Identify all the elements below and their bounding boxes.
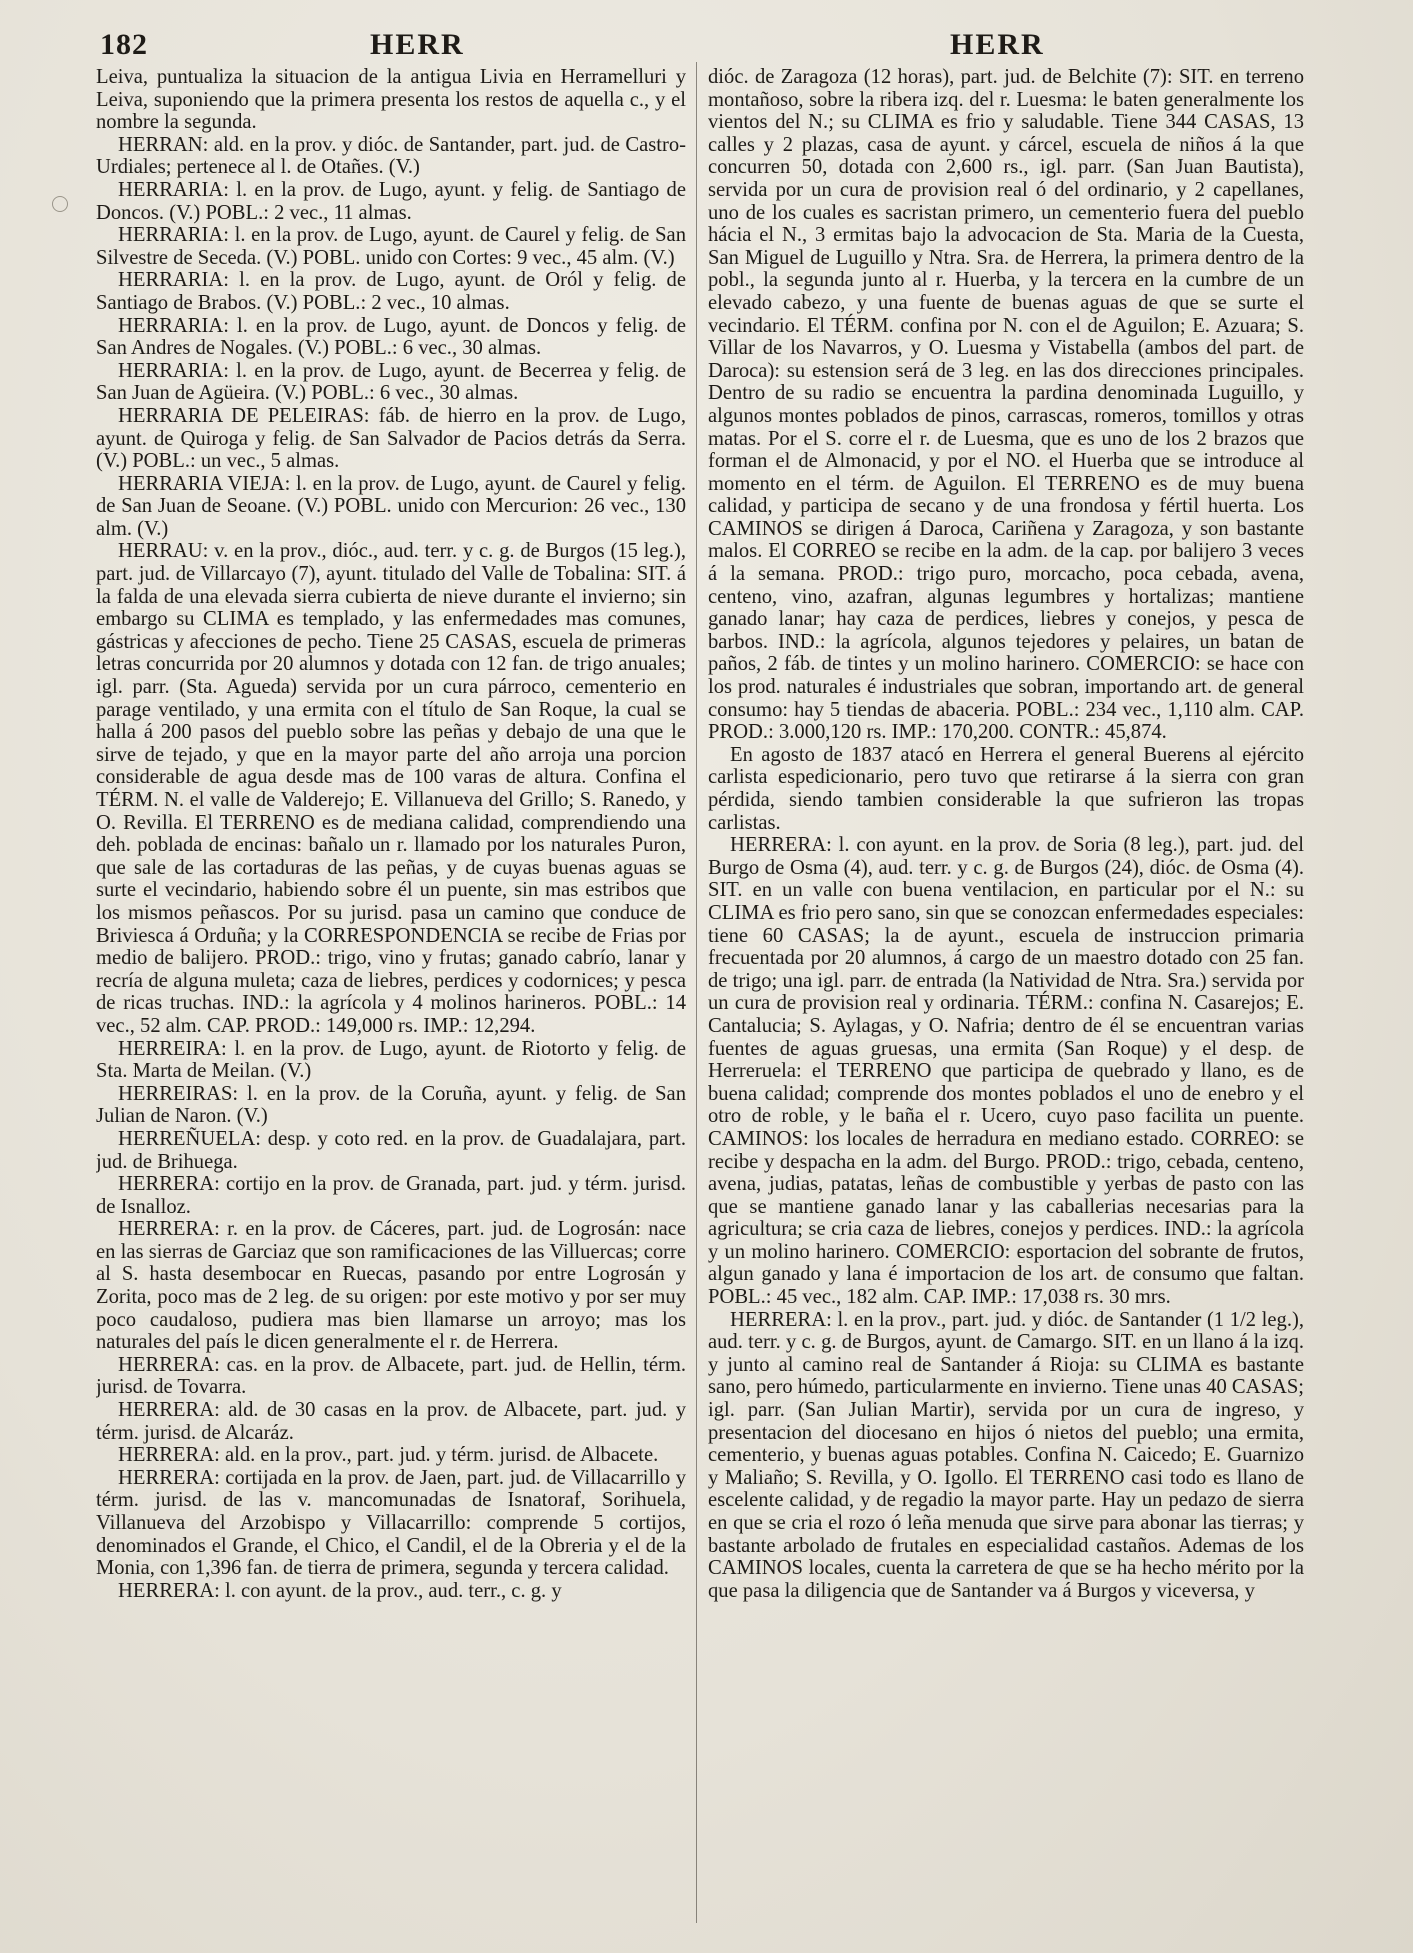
left-column [96,66,686,1927]
page-header [100,28,1353,68]
entry-paragraph: dióc. de Zaragoza (12 horas), part. jud. de Belchite (7): SIT. en terreno montañoso, sobre la ribera izq. del r. Luesma: le baten generalmente los vientos del N.; su CLIMA es frio y saludable. Tiene 344 CASAS, 13 calles y 2 plazas, casa de ayunt. y cárcel, escuela de niños á la que concurren 50, dotada con 2,600 rs., igl. parr. (San Juan Bautista), servida por un cura de provision real ó del ordinario, y 2 capellanes, uno de los cuales es sacristan primero, un cementerio fuera del pueblo hácia el N., 3 ermitas bajo la advocacion de Sta. Maria de la Cuesta, San Miguel de Luguillo y Ntra. Sra. de Herrera, la primera dentro de la pobl., la segunda junto al r. Huerba, y la tercera en la cumbre de un elevado cabezo, y una fuente de buenas aguas de que se surte el vecindario. El TÉRM. confina por N. con el de Aguilon; E. Azuara; S. Villar de los Navarros, y O. Luesma y Vistabella (ambos del part. de Daroca): su estension será de 3 leg. en las dos direcciones principales. Dentro de su radio se encuentra la pardina denominada Luguillo, y algunos montes poblados de pinos, carrascas, romeros, tomillos y otras matas. Por el S. corre el r. de Luesma, que es uno de los 2 brazos que forman el de Almonacid, y por el NO. el Huerba que se introduce al momento en el térm. de Aguilon. El TERRENO es de muy buena calidad, y participa de secano y de una frondosa y fértil huerta. Los CAMINOS se dirigen á Daroca, Cariñena y Zaragoza, y son bastante malos. El CORREO se recibe en la adm. de la cap. por balijero 3 veces á la semana. PROD.: trigo puro, morcacho, poca cebada, avena, centeno, vino, azafran, algunas legumbres y hortalizas; mantiene ganado lanar; hay caza de perdices, liebres y conejos, y pesca de barbos. IND.: la agrícola, algunos tejedores y pelaires, un batan de paños, 2 fáb. de tintes y un molino harinero. COMERCIO: se hace con los prod. naturales é industriales que sobran, importando art. de general consumo: hay 5 tiendas de abaceria. POBL.: 234 vec., 1,110 alm. CAP. PROD.: 3.000,120 rs. IMP.: 170,200. CONTR.: 45,874. [708,66,1304,744]
entry-paragraph: HERRARIA: l. en la prov. de Lugo, ayunt. y felig. de Santiago de Doncos. (V.) POBL.: 2 vec., 11 almas. [96,178,686,224]
right-column [708,66,1304,1927]
entry-paragraph: HERRARIA: l. en la prov. de Lugo, ayunt. de Doncos y felig. de San Andres de Nogales. (V.) POBL.: 6 vec., 30 almas. [96,314,686,360]
entry-paragraph: HERRARIA DE PELEIRAS: fáb. de hierro en la prov. de Lugo, ayunt. de Quiroga y felig. de San Salvador de Pacios detrás da Serra. (V.) POBL.: un vec., 5 almas. [96,404,686,473]
entry-paragraph: HERRERA: cortijada en la prov. de Jaen, part. jud. de Villacarrillo y térm. jurisd. de las v. mancomunadas de Isnatoraf, Sorihuela, Villanueva del Arzobispo y Villacarrillo: comprende 5 cortijos, denominados el Grande, el Chico, el Candil, el de la Obreria y el de la Monia, con 1,396 fan. de tierra de primera, segunda y tercera calidad. [96,1466,686,1580]
entry-paragraph: HERREÑUELA: desp. y coto red. en la prov. de Guadalajara, part. jud. de Brihuega. [96,1127,686,1173]
entry-paragraph: HERRERA: r. en la prov. de Cáceres, part. jud. de Logrosán: nace en las sierras de Garciaz que son ramificaciones de las Villuercas; corre al S. hasta desembocar en Ruecas, pasando por entre Logrosán y Zorita, poco mas de 2 leg. de su origen: por este motivo y por ser muy poco caudaloso, pudiera mas bien llamarse un arroyo; mas los naturales del país le dicen generalmente el r. de Herrera. [96,1218,686,1354]
entry-paragraph: Leiva, puntualiza la situacion de la antigua Livia en Herramelluri y Leiva, suponiendo que la primera presenta los restos de aquella c., y el nombre la segunda. [96,66,686,134]
right-running-head: HERR [950,28,1045,61]
left-running-head: HERR [370,28,465,61]
entry-paragraph: HERRERA: cortijo en la prov. de Granada, part. jud. y térm. jurisd. de Isnalloz. [96,1173,686,1218]
punch-hole [52,196,68,212]
entry-paragraph: HERRARIA: l. en la prov. de Lugo, ayunt. de Becerrea y felig. de San Juan de Agüeira. (V.) POBL.: 6 vec., 30 almas. [96,359,686,405]
entry-paragraph: HERRERA: l. con ayunt. en la prov. de Soria (8 leg.), part. jud. del Burgo de Osma (4), aud. terr. y c. g. de Burgos (24), dióc. de Osma (4). SIT. en un valle con buena ventilacion, en particular por el N.: su CLIMA es frio pero sano, sin que se conozcan enfermedades especiales: tiene 60 CASAS; la de ayunt., escuela de instruccion primaria frecuentada por 20 alumnos, á cargo de un maestro dotado con 25 fan. de trigo; una igl. parr. de entrada (la Natividad de Ntra. Sra.) servida por un cura de provision real y ordinaria. TÉRM.: confina N. Casarejos; E. Cantalucia; S. Aylagas, y O. Nafria; dentro de él se encuentran varias fuentes de aguas gruesas, una ermita (San Roque) y el desp. de Herreruela: el TERRENO que participa de quebrado y llano, es de buena calidad; comprende dos montes poblados el uno de enebro y el otro de roble, y le baña el r. Ucero, cuyo paso facilita un puente. CAMINOS: los locales de herradura en mediano estado. CORREO: se recibe y despacha en la adm. del Burgo. PROD.: trigo, cebada, centeno, avena, judias, patatas, leñas de combustible y yerbas de pasto con las que se mantiene ganado lanar y las caballerias necesarias para la agricultura; se cria caza de liebres, conejos y perdices. IND.: la agrícola y un molino harinero. COMERCIO: esportacion del sobrante de frutos, algun ganado y lana é importacion de los art. de consumo que faltan. POBL.: 45 vec., 182 alm. CAP. IMP.: 17,038 rs. 30 mrs. [708,834,1304,1309]
entry-paragraph: HERRERA: ald. en la prov., part. jud. y térm. jurisd. de Albacete. [118,1444,659,1467]
entry-paragraph: HERRAU: v. en la prov., dióc., aud. terr. y c. g. de Burgos (15 leg.), part. jud. de Villarcayo (7), ayunt. titulado del Valle de Tobalina: SIT. á la falda de una elevada sierra cubierta de nieve durante el invierno; sin embargo su CLIMA es templado, y las enfermedades mas comunes, gástricas y afecciones de pecho. Tiene 25 CASAS, escuela de primeras letras concurrida por 20 alumnos y dotada con 12 fan. de trigo anuales; igl. parr. (Sta. Agueda) servida por un cura párroco, cementerio en parage ventilado, y una ermita con el título de San Roque, la cual se halla á 200 pasos del pueblo sobre las peñas y debajo de una que le sirve de tejado, y que en la mayor parte del año arroja una porcion considerable de agua desde mas de 100 varas de altura. Confina el TÉRM. N. el valle de Valderejo; E. Villanueva del Grillo; S. Ranedo, y O. Revilla. El TERRENO es de mediana calidad, comprendiendo una deh. poblada de encinas: bañalo un r. llamado por los naturales Puron, que sale de las cortaduras de las peñas, y de cuyas buenas aguas se surte el vecindario, habiendo sobre él un puente, sin mas estribos que los mismos peñascos. Por su jurisd. pasa un camino que conduce de Briviesca á Orduña; y la CORRESPONDENCIA se recibe de Frias por medio de balijero. PROD.: trigo, vino y frutas; ganado cabrío, lanar y recría de alguna muleta; caza de liebres, perdices y codornices; y pesca de ricas truchas. IND.: la agrícola y 4 molinos harineros. POBL.: 14 vec., 52 alm. CAP. PROD.: 149,000 rs. IMP.: 12,294. [96,540,686,1037]
entry-paragraph: HERRARIA: l. en la prov. de Lugo, ayunt. de Oról y felig. de Santiago de Brabos. (V.) POBL.: 2 vec., 10 almas. [96,269,686,314]
entry-paragraph: HERRARIA VIEJA: l. en la prov. de Lugo, ayunt. de Caurel y felig. de San Juan de Seoane. (V.) POBL. unido con Mercurion: 26 vec., 130 alm. (V.) [96,472,686,540]
entry-paragraph: HERRERA: l. con ayunt. de la prov., aud. terr., c. g. y [118,1579,562,1602]
entry-paragraph: HERRARIA: l. en la prov. de Lugo, ayunt. de Caurel y felig. de San Silvestre de Seceda. (V.) POBL. unido con Cortes: 9 vec., 45 alm. (V.) [96,224,686,269]
entry-paragraph: HERRAN: ald. en la prov. y dióc. de Santander, part. jud. de Castro-Urdiales; pertenece al l. de Otañes. (V.) [96,133,686,179]
entry-paragraph: HERRERA: cas. en la prov. de Albacete, part. jud. de Hellin, térm. jurisd. de Tovarra. [96,1353,686,1399]
entry-paragraph: HERREIRAS: l. en la prov. de la Coruña, ayunt. y felig. de San Julian de Naron. (V.) [96,1082,686,1128]
entry-paragraph: HERRERA: ald. de 30 casas en la prov. de Albacete, part. jud. y térm. jurisd. de Alcaráz. [96,1399,686,1444]
entry-paragraph: HERREIRA: l. en la prov. de Lugo, ayunt. de Riotorto y felig. de Sta. Marta de Meilan. (V.) [96,1037,686,1083]
page-number: 182 [100,28,148,61]
entry-paragraph: HERRERA: l. en la prov., part. jud. y dióc. de Santander (1 1/2 leg.), aud. terr. y c. g. de Burgos, ayunt. de Camargo. SIT. en un llano á la izq. y junto al camino real de Santander á Rioja: su CLIMA es bastante sano, pero húmedo, particularmente en invierno. Tiene unas 40 CASAS; igl. parr. (San Julian Martir), servida por un cura de ingreso, y presentacion del diocesano en hijos ó nietos del pueblo; una ermita, cementerio, y buenas aguas potables. Confina N. Caicedo; E. Guarnizo y Maliaño; S. Revilla, y O. Igollo. El TERRENO casi todo es llano de escelente calidad, y de regadio la mayor parte. Hay un pedazo de sierra en que se cria el rozo ó leña menuda que sirve para abonar las tierras; y bastante arbolado de frutales en especialidad castaños. Ademas de los CAMINOS locales, cuenta la carretera de que se ha hecho mérito por la que pasa la diligencia que de Santander va á Burgos y viceversa, y [708,1308,1304,1602]
column-divider [696,62,697,1923]
entry-paragraph: En agosto de 1837 atacó en Herrera el general Buerens al ejército carlista espedicionario, pero tuvo que retirarse á la sierra con gran pérdida, siendo tambien considerable la que sufrieron las tropas carlistas. [708,743,1304,834]
